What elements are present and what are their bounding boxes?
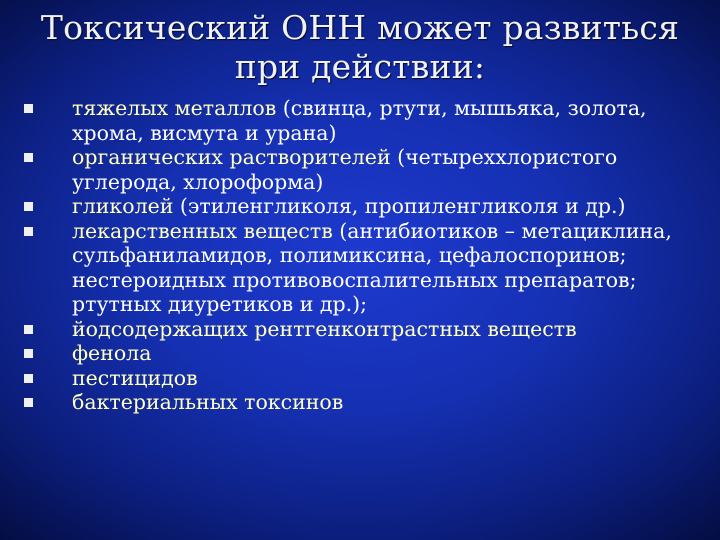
- title-line-1: Токсический ОНН может развиться: [40, 8, 680, 47]
- list-item: [22, 145, 712, 194]
- square-bullet-icon: [24, 398, 33, 407]
- square-bullet-icon: [24, 374, 33, 383]
- item-text: (свинца, ртути, мышьяка, золота, хрома, висмута и урана): [72, 96, 647, 145]
- square-bullet-icon: [24, 153, 33, 162]
- item-text: (этиленгликоля, пропиленгликоля и др.): [173, 194, 626, 218]
- item-text: (четыреххлористого углерода, хлороформа): [72, 145, 618, 194]
- square-bullet-icon: [24, 227, 33, 236]
- bullet-list: [22, 96, 712, 415]
- item-highlight: бактериальных токсинов: [72, 390, 344, 414]
- list-item: [22, 366, 712, 391]
- slide-title: [0, 8, 720, 86]
- square-bullet-icon: [24, 202, 33, 211]
- list-item: [22, 317, 712, 342]
- item-highlight: гликолей: [72, 194, 174, 218]
- item-highlight: пестицидов: [72, 365, 198, 390]
- square-bullet-icon: [24, 349, 33, 358]
- item-highlight: тяжелых металлов: [72, 96, 277, 120]
- item-highlight: органических растворителей: [72, 145, 391, 169]
- title-line-2: при действии:: [234, 47, 486, 86]
- item-text: (антибиотиков – метациклина, сульфаниламидов, полимиксина, цефалоспоринов; нестероидных противовоспалительных препаратов; ртутных диуретиков и др.);: [72, 218, 672, 316]
- list-item: [22, 96, 712, 145]
- item-highlight: фенола: [72, 341, 152, 365]
- list-item: [22, 219, 712, 317]
- list-item: [22, 390, 712, 415]
- item-highlight: йодсодержащих рентгенконтрастных веществ: [72, 316, 577, 341]
- list-item: [22, 194, 712, 219]
- list-item: [22, 341, 712, 366]
- item-highlight: лекарственных веществ: [72, 218, 333, 243]
- square-bullet-icon: [24, 325, 33, 334]
- square-bullet-icon: [24, 104, 33, 113]
